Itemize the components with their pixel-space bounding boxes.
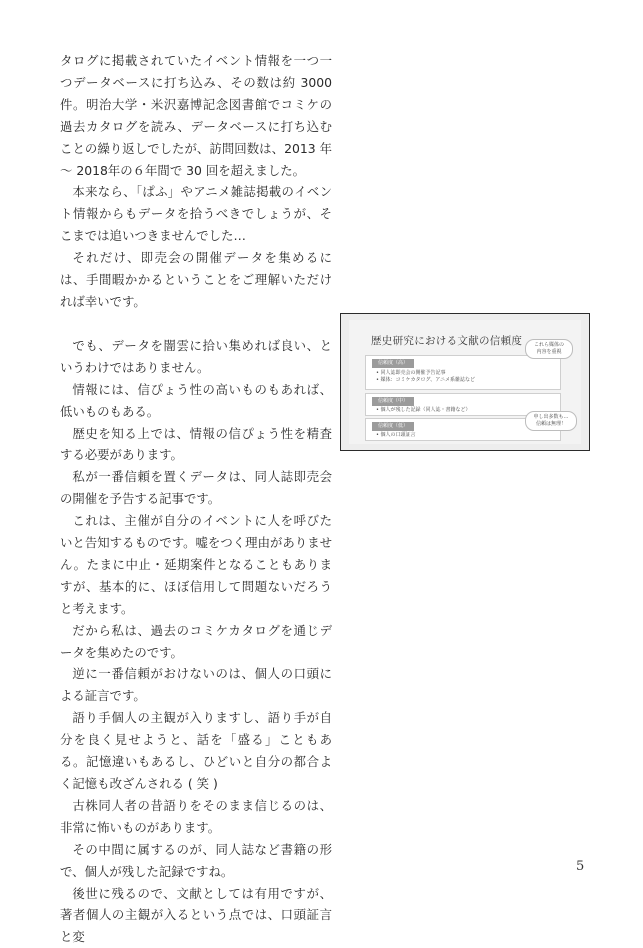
paragraph xyxy=(60,423,332,467)
text-line: 者個人の主観が入るという点では、口頭証言と変 xyxy=(60,907,333,945)
text-line: り返しでしたが、訪問回数は、2013 年～ 2018 xyxy=(60,140,332,178)
text-line: タログに掲載されていたイベント情報を一つ一つ xyxy=(60,53,332,90)
tag-high: 信頼度（高） xyxy=(372,359,414,368)
tag-mid: 信頼度（中） xyxy=(372,397,414,406)
text-line: までは追いつきませんでした… xyxy=(72,228,246,244)
text-line: と告知するものです。嘘をつく理由がありません。 xyxy=(60,535,333,572)
text-line: タログを読み、データベースに打ち込むことの繰 xyxy=(60,118,333,156)
text-line: 個人が残した記録ですね。 xyxy=(84,863,234,879)
tag-low: 信頼度（低） xyxy=(372,422,414,431)
text-line: 歴史を知る上では、情報の信ぴょう性を精査す xyxy=(60,425,332,463)
text-line: 後世に残るので、文献としては有用ですが、著 xyxy=(60,885,332,923)
text-line: これは、主催が自分のイベントに人を呼びたい xyxy=(60,513,332,551)
text-line: たまに中止・延期案件となることもありますが、 xyxy=(60,556,333,594)
high-item-2: • 媒体：コミケカタログ、アニメ系雑誌など xyxy=(376,377,475,383)
paragraph xyxy=(60,379,332,423)
text-line: 基本的に、ほぼ信用して問題ないだろうと考えま xyxy=(60,578,333,616)
speech-bubble-bottom xyxy=(525,411,577,431)
paragraph-gap xyxy=(60,313,332,335)
text-line: 手間暇かかるということをご理解いただければ幸 xyxy=(60,272,333,309)
text-line: 古株同人者の昔語りをそのまま信じるのは、非 xyxy=(60,797,332,835)
paragraph xyxy=(60,620,332,664)
text-line: いです。 xyxy=(97,293,146,309)
bubble-bottom-line-2: 信頼は無理！ xyxy=(535,421,566,427)
text-line: 語り手個人の主観が入りますし、語り手が自分 xyxy=(60,710,332,748)
paragraph xyxy=(60,707,332,795)
text-line: 開催を予告する記事です。 xyxy=(72,491,221,507)
text-line: その中間に属するのが、同人誌など書籍の形で、 xyxy=(60,841,332,879)
speech-bubble-top xyxy=(525,339,573,359)
reliability-high-band xyxy=(365,355,561,390)
text-line: 改ざんされる ( 笑 ) xyxy=(109,776,218,791)
slide-canvas xyxy=(349,320,581,444)
paragraph xyxy=(60,883,332,948)
paragraph xyxy=(60,50,332,181)
text-line: る必要があります。 xyxy=(72,447,183,463)
figure-title: 歴史研究における文献の信頼度 xyxy=(371,335,523,347)
paragraph xyxy=(60,247,332,313)
text-line: を良く見せようと、話を「盛る」こともある。記 xyxy=(60,732,333,770)
page-number: 5 xyxy=(576,859,585,874)
text-line: タを集めたのです。 xyxy=(72,644,183,660)
text-line: 私が一番信頼を置くデータは、同人誌即売会の xyxy=(60,469,332,507)
main-text-column xyxy=(60,50,332,948)
paragraph xyxy=(60,510,332,620)
text-line: 常に怖いものがあります。 xyxy=(72,819,221,835)
text-line: いものもある。 xyxy=(72,403,160,419)
slide-figure xyxy=(340,313,590,451)
bubble-top-line-1: これら媒体の xyxy=(533,342,564,348)
text-line: 逆に一番信頼がおけないのは、個人の口頭によ xyxy=(60,666,332,704)
text-line: 明治大学・米沢嘉博記念図書館でコミケの過去カ xyxy=(60,96,333,134)
paragraph xyxy=(60,335,332,379)
text-line: る証言です。 xyxy=(72,688,146,704)
paragraph xyxy=(60,795,332,839)
bubble-bottom-line-1: 申し出多数も… xyxy=(533,414,569,420)
text-line: 情報には、信ぴょう性の高いものもあれば、低 xyxy=(60,381,332,419)
paragraph xyxy=(60,839,332,883)
paragraph xyxy=(60,181,332,247)
paragraph xyxy=(60,466,332,510)
bubble-top-line-2: 内容を重視 xyxy=(536,349,562,355)
text-line: 年の６年間で 30 回を超えました。 xyxy=(107,162,305,178)
text-line: それだけ、即売会の開催データを集めるには、 xyxy=(60,250,332,288)
text-line: データベースに打ち込み、その数は約 3000 件。 xyxy=(60,74,332,112)
text-line: 情報からもデータを拾うべきでしょうが、そこ xyxy=(60,206,333,244)
text-line: うわけではありません。 xyxy=(72,359,210,375)
paragraph xyxy=(60,663,332,707)
text-line: でも、データを闇雲に拾い集めれば良い、とい xyxy=(60,337,332,375)
text-line: す。 xyxy=(109,600,134,616)
low-item-1: • 個人の口頭証言 xyxy=(376,432,416,438)
text-line: 憶違いもあるし、ひどいと自分の都合よく記憶も xyxy=(60,754,333,791)
text-line: だから私は、過去のコミケカタログを通じデー xyxy=(60,622,332,660)
high-item-1: • 同人誌即売会の開催予告記事 xyxy=(376,370,446,376)
text-line: 本来なら、「ぱふ」やアニメ雑誌掲載のイベント xyxy=(60,184,332,222)
mid-item-1: • 個人が残した記録（同人誌・書籍など） xyxy=(376,407,471,413)
